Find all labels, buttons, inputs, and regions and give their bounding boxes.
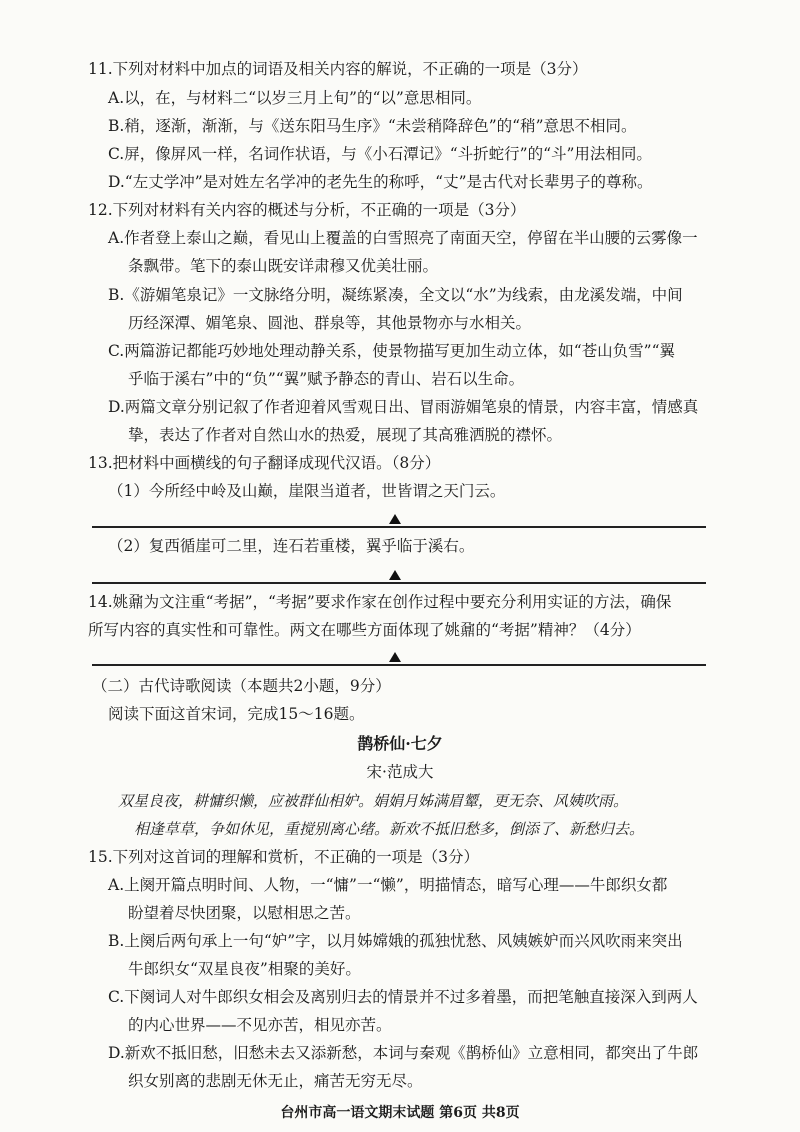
q11-option-c: C.屏，像屏风一样，名词作状语，与《小石潭记》“斗折蛇行”的“斗”用法相同。: [108, 145, 652, 163]
q11-option-b: B.稍，逐渐，渐渐，与《送东阳马生序》“未尝稍降辞色”的“稍”意思不相同。: [108, 117, 637, 135]
q15-option-d-line1: D.新欢不抵旧愁，旧愁未去又添新愁，本词与秦观《鹊桥仙》立意相同，都突出了牛郎: [108, 1044, 699, 1062]
q13-sentence-2: （2）复西循崖可二里，连石若重楼，翼乎临于溪右。: [108, 537, 475, 555]
poem-line-1: 双星良夜，耕慵织懒，应被群仙相妒。娟娟月姊满眉颦，更无奈、风姨吹雨。: [118, 792, 629, 810]
poem-line-2: 相逢草草，争如休见，重搅别离心绪。新欢不抵旧愁多，倒添了、新愁归去。: [134, 820, 645, 838]
q15-option-b-line1: B.上阕后两句承上一句“妒”字，以月姊嫦娥的孤独忧愁、风姨嫉妒而兴风吹雨来突出: [108, 932, 683, 950]
q12-option-c-line1: C.两篇游记都能巧妙地处理动静关系，使景物描写更加生动立体，如“苍山负雪”“翼: [108, 342, 676, 360]
poem-author: 宋·范成大: [366, 763, 434, 781]
answer-line[interactable]: [92, 526, 706, 528]
q12-option-a-line2: 条飘带。笔下的泰山既安详肃穆又优美壮丽。: [128, 257, 439, 275]
q11-stem: 11.下列对材料中加点的词语及相关内容的解说，不正确的一项是（3分）: [88, 60, 588, 78]
q12-stem: 12.下列对材料有关内容的概述与分析，不正确的一项是（3分）: [88, 201, 526, 219]
q15-option-c-line1: C.下阕词人对牛郎织女相会及离别归去的情景并不过多着墨，而把笔触直接深入到两人: [108, 988, 698, 1006]
answer-triangle-icon: [389, 570, 401, 580]
q13-sentence-1: （1）今所经中岭及山巅，崖限当道者，世皆谓之天门云。: [108, 482, 506, 500]
answer-triangle-icon: [389, 652, 401, 662]
q12-option-d-line1: D.两篇文章分别记叙了作者迎着风雪观日出、冒雨游媚笔泉的情景，内容丰富，情感真: [108, 398, 699, 416]
answer-line[interactable]: [92, 664, 706, 666]
answer-triangle-icon: [389, 514, 401, 524]
q12-option-c-line2: 乎临于溪右”中的“负”“翼”赋予静态的青山、岩石以生命。: [128, 370, 525, 388]
q12-option-b-line1: B.《游媚笔泉记》一文脉络分明，凝练紧凑，全文以“水”为线索，由龙溪发端，中间: [108, 286, 683, 304]
q12-option-a-line1: A.作者登上泰山之巅，看见山上覆盖的白雪照亮了南面天空，停留在半山腰的云雾像一: [108, 229, 698, 247]
q12-option-b-line2: 历经深潭、媚笔泉、圆池、群泉等，其他景物亦与水相关。: [128, 314, 532, 332]
q15-option-d-line2: 织女别离的悲剧无休无止，痛苦无穷无尽。: [128, 1072, 423, 1090]
q14-line2: 所写内容的真实性和可靠性。两文在哪些方面体现了姚鼐的“考据”精神？（4分）: [88, 621, 641, 639]
q15-option-a-line2: 盼望着尽快团聚，以慰相思之苦。: [128, 904, 361, 922]
q11-option-a: A.以，在，与材料二“以岁三月上旬”的“以”意思相同。: [108, 89, 482, 107]
q15-option-a-line1: A.上阕开篇点明时间、人物，一“慵”一“懒”，明描情态，暗写心理——牛郎织女都: [108, 876, 668, 894]
q13-stem: 13.把材料中画横线的句子翻译成现代汉语。（8分）: [88, 454, 441, 472]
poem-title: 鹊桥仙·七夕: [357, 734, 443, 753]
q15-stem: 15.下列对这首词的理解和赏析，不正确的一项是（3分）: [88, 848, 480, 866]
q15-option-b-line2: 牛郎织女“双星良夜”相聚的美好。: [128, 960, 361, 978]
q11-option-d: D.“左丈学冲”是对姓左名学冲的老先生的称呼，“丈”是古代对长辈男子的尊称。: [108, 173, 653, 191]
q15-option-c-line2: 的内心世界——不见亦苦，相见亦苦。: [128, 1016, 392, 1034]
q14-line1: 14.姚鼐为文注重“考据”，“考据”要求作家在创作过程中要充分利用实证的方法，确保: [88, 593, 672, 611]
section-heading: （二）古代诗歌阅读（本题共2小题，9分）: [92, 677, 391, 695]
answer-line[interactable]: [92, 582, 706, 584]
q12-option-d-line2: 挚，表达了作者对自然山水的热爱，展现了其高雅洒脱的襟怀。: [128, 426, 563, 444]
page-footer: 台州市高一语文期末试题 第6页 共8页: [280, 1105, 520, 1121]
section-intro: 阅读下面这首宋词，完成15～16题。: [108, 705, 365, 723]
